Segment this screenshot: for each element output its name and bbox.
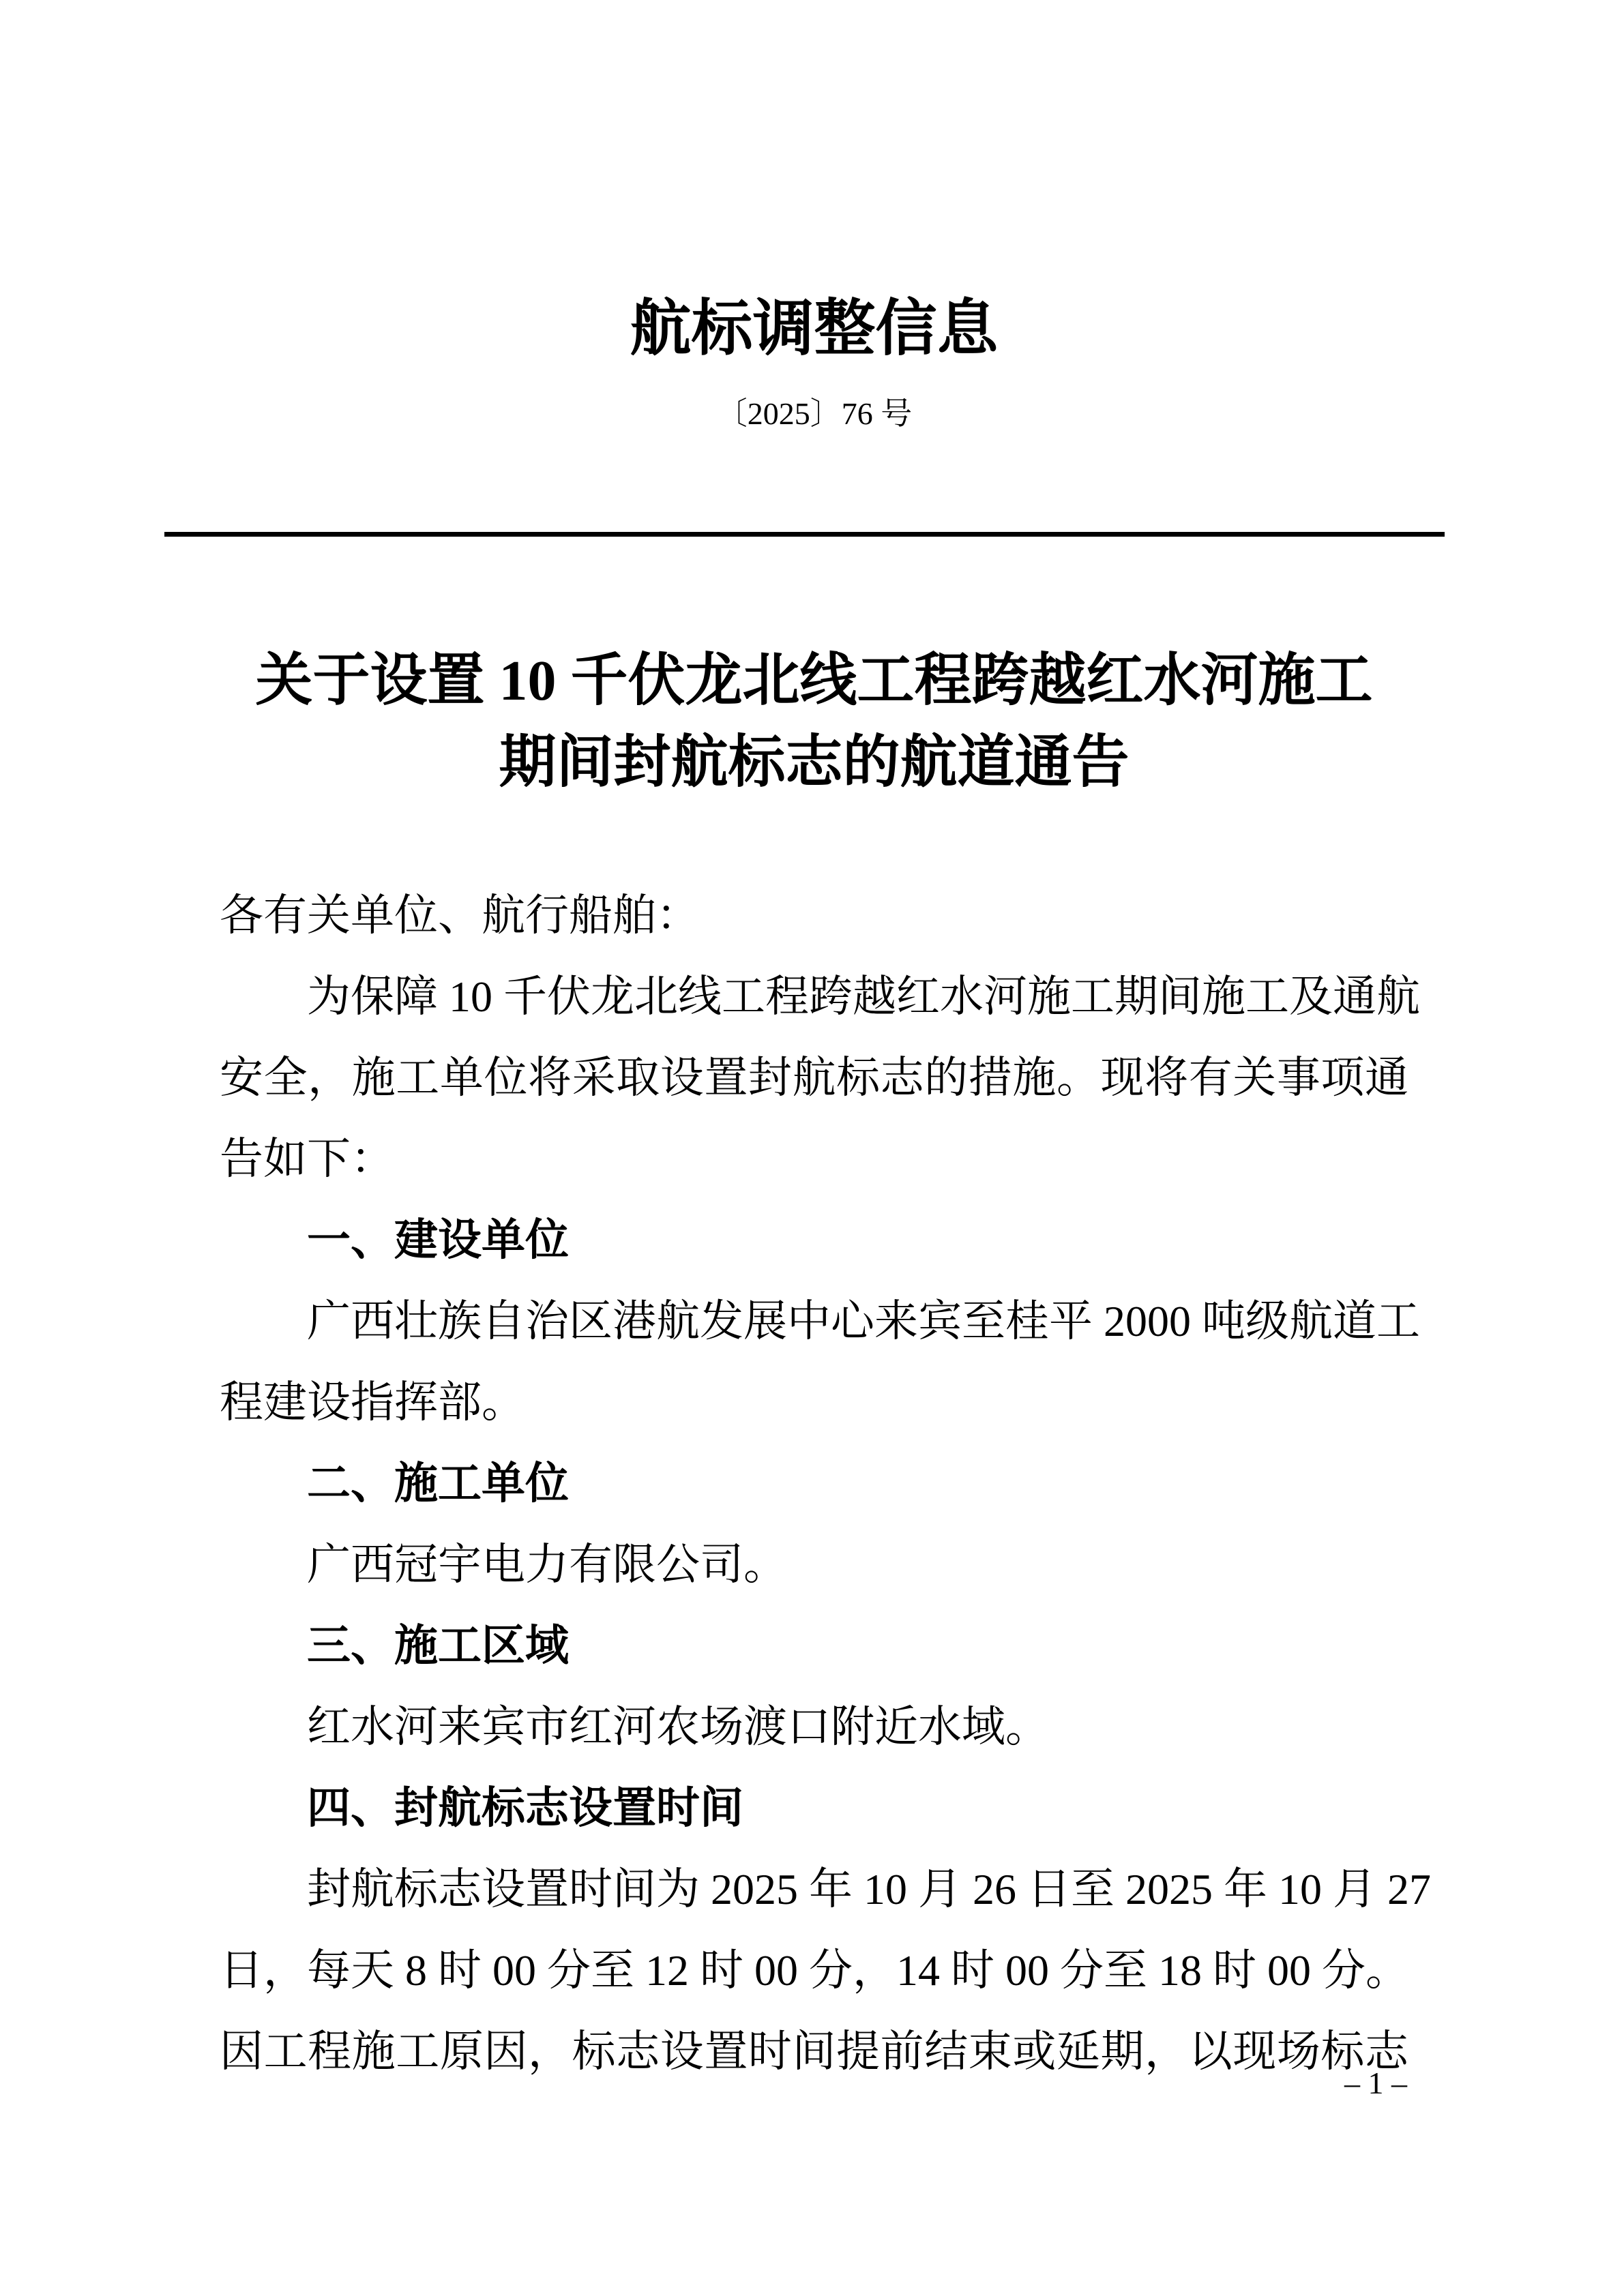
notice-title [220, 640, 1408, 804]
section-body-line: 程建设指挥部。 [220, 1378, 525, 1427]
section-body-line: 广西壮族自治区港航发展中心来宾至桂平 2000 吨级航道工 [307, 1297, 1420, 1345]
section-heading-construction-area: 三、施工区域 [307, 1621, 569, 1670]
section-heading-closure-mark-time: 四、封航标志设置时间 [307, 1783, 743, 1832]
intro-paragraph-line: 为保障 10 千伏龙北线工程跨越红水河施工期间施工及通航 [307, 972, 1420, 1021]
salutation: 各有关单位、航行船舶： [220, 891, 700, 940]
page-number: – 1 – [1344, 2066, 1407, 2100]
section-body-line: 封航标志设置时间为 2025 年 10 月 26 日至 2025 年 10 月 27 [307, 1865, 1431, 1913]
intro-paragraph-line: 告如下： [220, 1135, 394, 1183]
document-number: 〔2025〕76 号 [715, 396, 913, 431]
notice-title-line-1: 关于设置 10 千伏龙北线工程跨越红水河施工 [255, 649, 1373, 713]
document-header-title: 航标调整信息 [630, 295, 999, 363]
notice-title-line-2: 期间封航标志的航道通告 [499, 731, 1130, 794]
section-heading-construction-owner: 一、建设单位 [307, 1215, 569, 1264]
header-divider-rule [164, 532, 1445, 537]
section-body-line: 日，每天 8 时 00 分至 12 时 00 分，14 时 00 分至 18 时 00 分。 [220, 1946, 1409, 1995]
section-heading-construction-unit: 二、施工单位 [307, 1459, 569, 1508]
section-body-line: 广西冠宇电力有限公司。 [307, 1540, 787, 1589]
document-body [220, 875, 1431, 2092]
intro-paragraph-line: 安全，施工单位将采取设置封航标志的措施。现将有关事项通 [220, 1054, 1408, 1102]
section-body-line: 红水河来宾市红河农场渡口附近水域。 [307, 1703, 1049, 1751]
section-body-line: 因工程施工原因，标志设置时间提前结束或延期，以现场标志 [220, 2027, 1408, 2076]
